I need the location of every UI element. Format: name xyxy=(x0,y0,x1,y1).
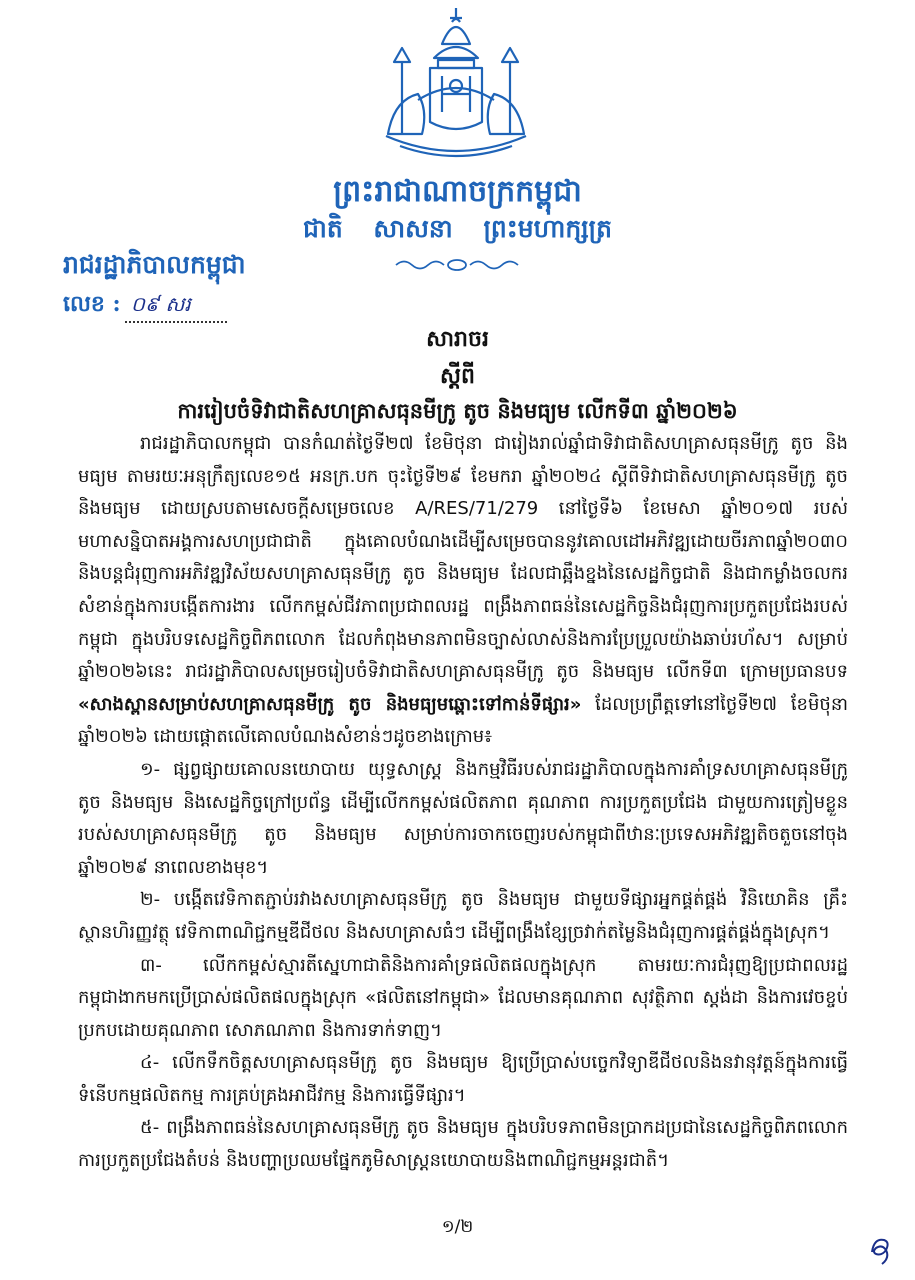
about-label: ស្តីពី xyxy=(440,364,475,389)
reference-number xyxy=(63,290,227,323)
kingdom-title: ព្រះរាជាណាចក្រកម្ពុជា xyxy=(333,174,582,209)
reference-value: ០៩ សរ xyxy=(125,291,227,323)
royal-emblem-logo xyxy=(372,4,540,174)
page-number: ១/២ xyxy=(441,1217,474,1237)
document-subject: ការរៀបចំទិវាជាតិសហគ្រាសធុនមីក្រូ តូច និងមធ្យម លើកទី៣ ឆ្នាំ២០២៦ xyxy=(177,399,738,423)
objective-item: ៤- លើកទឹកចិត្តសហគ្រាសធុនមីក្រូ តូច និងមធ្យម ឱ្យប្រើប្រាស់បច្ចេកវិទ្យាឌីជីថលនិងនវានុវត្តន៍ក្នុងការធ្វើទំនើបកម្មផលិតកម្ម ការគ្រប់គ្រងអាជីវកម្ម និងការធ្វើទីផ្សារ។ xyxy=(78,1052,848,1106)
intro-end-text: ដែលប្រព្រឹត្តទៅនៅថ្ងៃទី២៧ ខែមិថុនា ឆ្នាំ២០២៦ ដោយផ្តោតលើគោលបំណងសំខាន់ៗដូចខាងក្រោម៖ xyxy=(78,693,848,748)
reference-label: លេខ : xyxy=(63,291,121,317)
issuer-government: រាជរដ្ឋាភិបាលកម្ពុជា xyxy=(63,250,246,279)
objective-item: ៣- លើកកម្ពស់ស្មារតីស្នេហាជាតិនិងការគាំទ្រផលិតផលក្នុងស្រុក តាមរយៈការជំរុញឱ្យប្រជាពលរដ្ឋកម្ពុជាងាកមកប្រើប្រាស់ផលិតផលក្នុងស្រុក «ផលិតនៅកម្ពុជា» ដែលមានគុណភាព សុវត្ថិភាព ស្តង់ដា និងការវេចខ្ចប់ប្រកបដោយគុណភាព សោភណភាព និងការទាក់ទាញ។ xyxy=(78,954,848,1041)
objective-item: ១- ផ្សព្វផ្សាយគោលនយោបាយ យុទ្ធសាស្ត្រ និងកម្មវិធីរបស់រាជរដ្ឋាភិបាលក្នុងការគាំទ្រសហគ្រាសធុនមីក្រូ តូច និងមធ្យម និងសេដ្ឋកិច្ចក្រៅប្រព័ន្ធ ដើម្បីលើកកម្ពស់ផលិតភាព គុណភាព ការប្រកួតប្រជែង ជាមួយការត្រៀមខ្លួនរបស់សហគ្រាសធុនមីក្រូ តូច និងមធ្យម សម្រាប់ការចាកចេញរបស់កម្ពុជាពីឋានៈប្រទេសអភិវឌ្ឍតិចតួចនៅចុងឆ្នាំ២០២៩ នាពេលខាងមុខ។ xyxy=(78,758,848,878)
handwritten-initial-signature xyxy=(866,1232,896,1268)
intro-paragraph xyxy=(78,428,848,754)
objective-item: ២- បង្កើតវេទិកាតភ្ជាប់រវាងសហគ្រាសធុនមីក្រូ តូច និងមធ្យម ជាមួយទីផ្សារអ្នកផ្គត់ផ្គង់ វិនិយោគិន គ្រឹះស្ថានហិរញ្ញវត្ថុ វេទិកាពាណិជ្ជកម្មឌីជីថល និងសហគ្រាសធំៗ ដើម្បីពង្រឹងខ្សែច្រវាក់តម្លៃនិងជំរុញការផ្គត់ផ្គង់ក្នុងស្រុក។ xyxy=(78,889,848,943)
document-body xyxy=(78,428,848,1178)
intro-text: រាជរដ្ឋាភិបាលកម្ពុជា បានកំណត់ថ្ងៃទី២៧ ខែមិថុនា ជារៀងរាល់ឆ្នាំជាទិវាជាតិសហគ្រាសធុនមីក្រូ តូច និងមធ្យម តាមរយៈអនុក្រឹត្យលេខ១៥ អនក្រ.បក ចុះថ្ងៃទី២៩ ខែមករា ឆ្នាំ២០២៤ ស្តីពីទិវាជាតិសហគ្រាសធុនមីក្រូ តូច និងមធ្យម ដោយស្របតាមសេចក្តីសម្រេចលេខ A/RES/71/279 នៅថ្ងៃទី៦ ខែមេសា ឆ្នាំ២០១៧ របស់មហាសន្និបាតអង្គការសហប្រជាជាតិ ក្នុងគោលបំណងដើម្បីសម្រេចបាននូវគោលដៅអភិវឌ្ឍដោយចីរភាពឆ្នាំ២០៣០ និងបន្តជំរុញការអភិវឌ្ឍវិស័យសហគ្រាសធុនមីក្រូ តូច និងមធ្យម ដែលជាឆ្អឹងខ្នងនៃសេដ្ឋកិច្ចជាតិ និងជាកម្លាំងចលករសំខាន់ក្នុងការបង្កើតការងារ លើកកម្ពស់ជីវភាពប្រជាពលរដ្ឋ ពង្រឹងភាពធន់នៃសេដ្ឋកិច្ចនិងជំរុញការប្រកួតប្រជែងរបស់កម្ពុជា ក្នុងបរិបទសេដ្ឋកិច្ចពិភពលោក ដែលកំពុងមានភាពមិនច្បាស់លាស់និងការប្រែប្រួលយ៉ាងឆាប់រហ័ស។ សម្រាប់ឆ្នាំ២០២៦នេះ រាជរដ្ឋាភិបាលសម្រេចរៀបចំទិវាជាតិសហគ្រាសធុនមីក្រូ តូច និងមធ្យម លើកទី៣ ក្រោមប្រធានបទ xyxy=(78,433,848,683)
theme-text: «សាងស្ពានសម្រាប់សហគ្រាសធុនមីក្រូ តូច និងមធ្យមឆ្ពោះទៅកាន់ទីផ្សារ» xyxy=(78,693,582,715)
objective-item: ៥- ពង្រឹងភាពធន់នៃសហគ្រាសធុនមីក្រូ តូច និងមធ្យម ក្នុងបរិបទភាពមិនប្រាកដប្រជានៃសេដ្ឋកិច្ចពិភពលោក ការប្រកួតប្រជែងតំបន់ និងបញ្ហាប្រឈមផ្នែកភូមិសាស្ត្រនយោបាយនិងពាណិជ្ជកម្មអន្តរជាតិ។ xyxy=(78,1117,848,1172)
kingdom-motto: ជាតិ សាសនា ព្រះមហាក្សត្រ xyxy=(303,214,612,243)
divider-ornament-icon xyxy=(392,257,522,273)
document-type: សារាចរ xyxy=(426,327,489,352)
